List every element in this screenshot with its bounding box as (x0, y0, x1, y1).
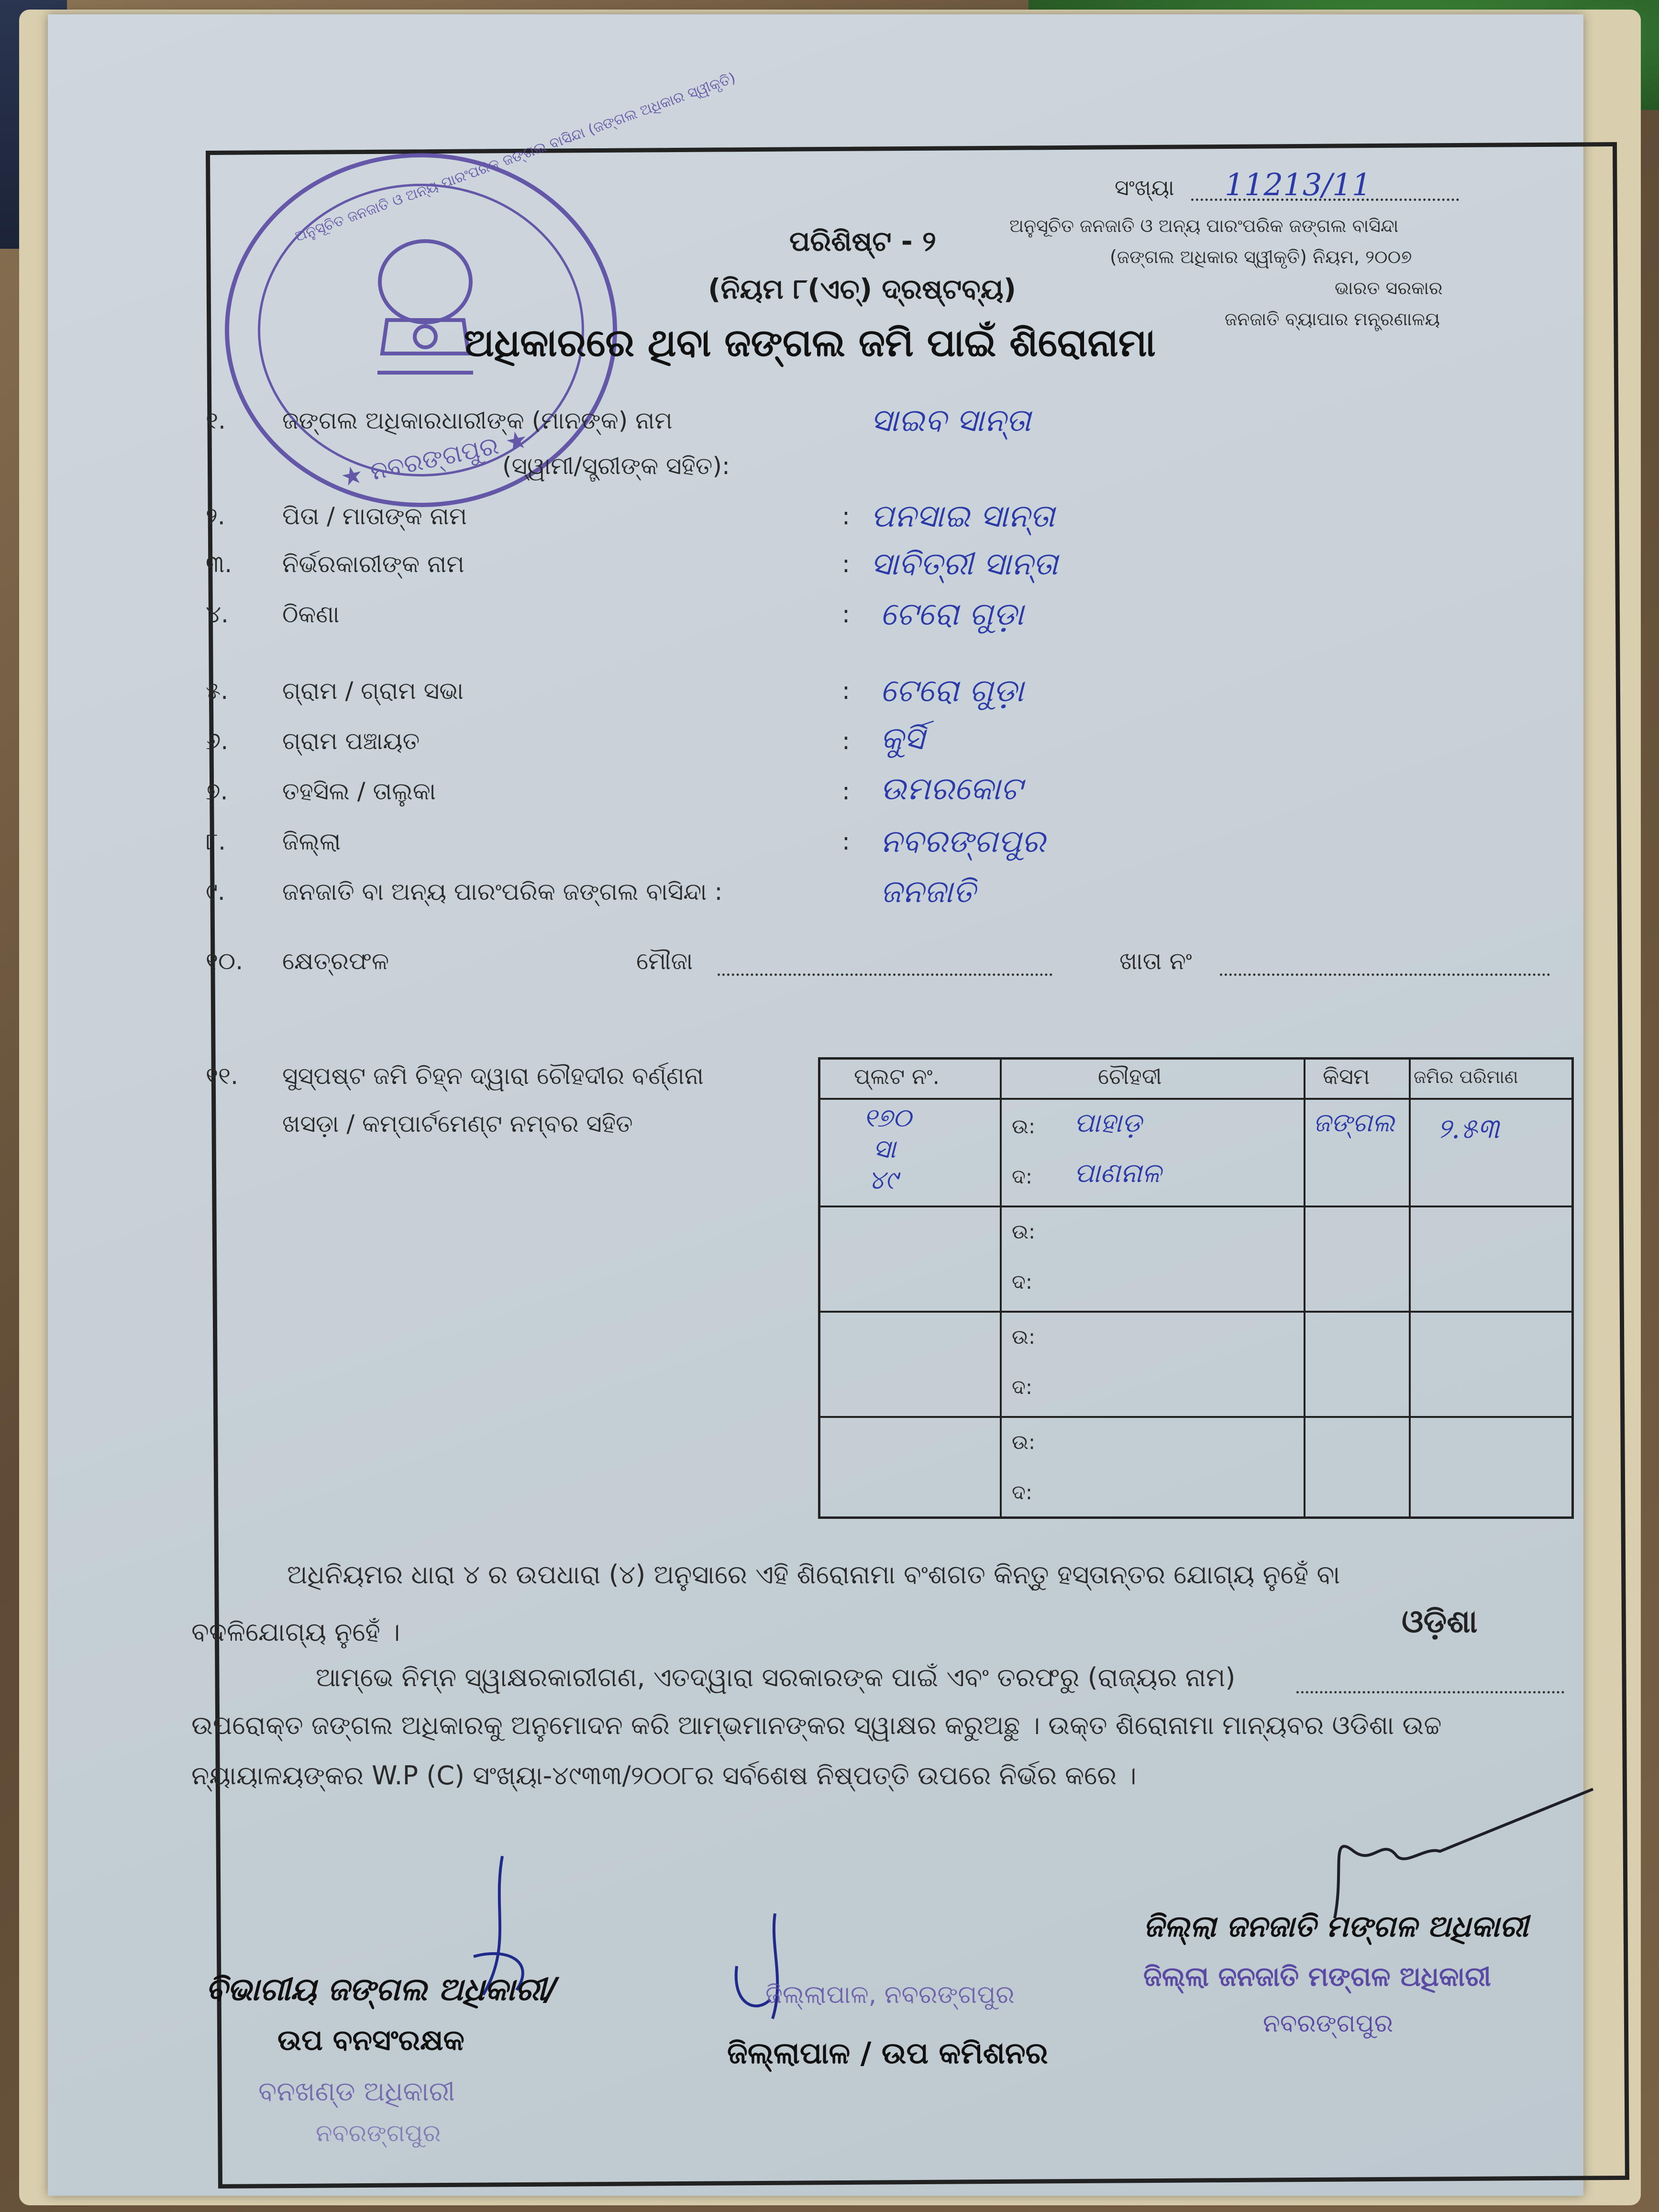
forest-stamp-line1: ବନଖଣ୍ଡ ଅଧିକାରୀ (258, 2076, 455, 2107)
header-plot-no: ପ୍ଲଟ ନଂ. (854, 1063, 940, 1089)
field-7-label: ତହସିଲ / ତାଲୁକା (282, 777, 436, 805)
act-name-line-1: ଅନୁସୂଚିତ ଜନଜାତି ଓ ଅନ୍ୟ ପାରଂପରିକ ଜଙ୍ଗଲ ବାସିନ୍ଦା (1009, 215, 1399, 236)
field-5-number: ୫. (206, 677, 229, 705)
approval-clause-line2: ଉପରୋକ୍ତ ଜଙ୍ଗଲ ଅଧିକାରକୁ ଅନୁମୋଦନ କରି ଆମ୍ଭମାନଙ୍କର ସ୍ୱାକ୍ଷର କରୁଅଛୁ । ଉକ୍ତ ଶିରୋନାମା ମାନ୍ୟବର ଓଡିଶା ଉଚ୍ଚ (191, 1710, 1442, 1740)
collector-signature (727, 1909, 852, 2033)
header-kisam: କିସମ (1323, 1063, 1370, 1089)
seal-bottom-text: ★ ନବରଙ୍ଗପୁର ★ (338, 425, 531, 493)
dependent-name-value: ସାବିତ୍ରୀ ସାନ୍ତା (871, 545, 1058, 582)
heritability-clause-end: ବଦଳିଯୋଗ୍ୟ ନୁହେଁ । (191, 1617, 400, 1647)
welfare-stamp-line1: ଜିଲ୍ଲା ଜନଜାତି ମଙ୍ଗଳ ଅଧିକାରୀ (1143, 1961, 1491, 1992)
field-1-number: ୧. (206, 407, 226, 434)
address-value: ଟେରୋ ଗୁଡ଼ା (880, 596, 1024, 632)
row1-area-value: ୨.୫୩ (1438, 1112, 1500, 1145)
field-10-number: ୧୦. (206, 947, 243, 975)
forest-officer-title: ବିଭାଗୀୟ ଜଙ୍ଗଲ ଅଧିକାରୀ/ (206, 1971, 557, 2008)
field-11-label-line1: ସୁସ୍ପଷ୍ଟ ଜମି ଚିହ୍ନ ଦ୍ୱାରା ଚୌହଦୀର ବର୍ଣ୍ଣନା (282, 1062, 704, 1090)
plot-number-line3: ୪୯ (868, 1165, 898, 1195)
seal-text: ଅନୁସୂଚିତ ଜନଜାତି ଓ ଅନ୍ୟ ପାରଂପରିକ ଜଙ୍ଗଲ ବାସିନ୍ଦା (ଜଙ୍ଗଲ ଅଧିକାର ସ୍ୱୀକୃତି) (293, 69, 738, 245)
header-boundary: ଚୌହଦୀ (1098, 1063, 1162, 1089)
field-3-label: ନିର୍ଭରକାରୀଙ୍କ ନାମ (282, 550, 465, 578)
approval-clause-line1: ଆମ୍ଭେ ନିମ୍ନ ସ୍ୱାକ୍ଷରକାରୀଗଣ, ଏତଦ୍ୱାରା ସରକାରଙ୍କ ପାଇଁ ଏବଂ ତରଫରୁ (ରାଜ୍ୟର ନାମ) (316, 1662, 1236, 1692)
page-title: ଅଧିକାରରେ ଥିବା ଜଙ୍ଗଲ ଜମି ପାଇଁ ଶିରୋନାମା (464, 321, 1156, 365)
village-value: ଟେରୋ ଗୁଡ଼ା (880, 672, 1024, 709)
tahasil-value: ଉମରକୋଟ (880, 770, 1022, 807)
row1-south-label: ଦ: (1012, 1165, 1033, 1188)
row1-kisam-value: ଜଙ୍ଗଲ (1313, 1107, 1395, 1138)
mouza-label: ମୌଜା (636, 947, 693, 975)
holder-name-value: ସାଇବ ସାନ୍ତା (871, 402, 1031, 439)
state-name-value: ଓଡ଼ିଶା (1402, 1603, 1478, 1640)
ashoka-emblem-icon (358, 229, 492, 401)
field-1-label: ଜଙ୍ଗଲ ଅଧିକାରଧାରୀଙ୍କ (ମାନଙ୍କ) ନାମ (282, 407, 673, 434)
row2-south-label: ଦ: (1012, 1270, 1033, 1294)
khata-label: ଖାତା ନଂ (1119, 947, 1192, 975)
parent-name-value: ପନସାଇ ସାନ୍ତା (871, 498, 1055, 534)
appendix-label: ପରିଶିଷ୍ଟ - ୨ (789, 225, 936, 257)
plot-number-line1: ୧୭୦ (863, 1103, 912, 1133)
welfare-stamp-line2: ନବରଙ୍ଗପୁର (1263, 2009, 1394, 2038)
field-5-label: ଗ୍ରାମ / ଗ୍ରାମ ସଭା (282, 677, 464, 705)
tribe-status-value: ଜନଜାତି (880, 873, 975, 910)
serial-number-value: 11213/11 (1225, 167, 1371, 203)
field-1-sublabel: (ସ୍ୱାମୀ/ସ୍ତ୍ରୀଙ୍କ ସହିତ): (502, 452, 730, 480)
field-6-label: ଗ୍ରାମ ପଞ୍ଚାୟତ (282, 727, 420, 755)
forest-stamp-line2: ନବରଙ୍ଗପୁର (316, 2119, 441, 2147)
row3-north-label: ଉ: (1012, 1325, 1036, 1349)
rule-reference: (ନିୟମ ୮(ଏଚ୍) ଦ୍ରଷ୍ଟବ୍ୟ) (708, 273, 1017, 305)
panchayat-value: କୁର୍ସି (880, 720, 924, 757)
welfare-officer-title: ଜିଲ୍ଲା ଜନଜାତି ମଙ୍ଗଳ ଅଧିକାରୀ (1143, 1909, 1528, 1944)
serial-number-label: ସଂଖ୍ୟା (1115, 175, 1174, 200)
field-11-number: ୧୧. (206, 1062, 238, 1090)
ministry-label: ଜନଜାତି ବ୍ୟାପାର ମନ୍ତ୍ରଣାଳୟ (1225, 309, 1440, 330)
row2-north-label: ଉ: (1012, 1220, 1036, 1243)
collector-stamp: ଜିଲ୍ଲାପାଳ, ନବରଙ୍ଗପୁର (765, 1980, 1015, 2009)
field-8-label: ଜିଲ୍ଲା (282, 828, 341, 855)
row1-north-value: ପାହାଡ଼ (1074, 1107, 1142, 1139)
field-8-number: ୮. (206, 828, 226, 855)
government-label: ଭାରତ ସରକାର (1335, 277, 1443, 299)
row4-north-label: ଉ: (1012, 1430, 1036, 1454)
field-4-number: ୪. (206, 600, 229, 628)
row1-north-label: ଉ: (1012, 1115, 1036, 1138)
deputy-conservator-title: ଉପ ବନସଂରକ୍ଷକ (277, 2024, 465, 2057)
approval-clause-line3: ନ୍ୟାୟାଳୟଙ୍କର W.P (C) ସଂଖ୍ୟା-୪୯୩୩/୨୦୦୮ର ସର୍ବଶେଷ ନିଷ୍ପତ୍ତି ଉପରେ ନିର୍ଭର କରେ । (191, 1760, 1137, 1791)
act-name-line-2: (ଜଙ୍ଗଲ ଅଧିକାର ସ୍ୱୀକୃତି) ନିୟମ, ୨୦୦୭ (1110, 246, 1412, 267)
field-9-number: ୯. (206, 878, 225, 906)
field-3-number: ୩. (206, 550, 232, 578)
field-7-number: ୭. (206, 777, 228, 805)
field-4-label: ଠିକଣା (282, 600, 340, 628)
boundary-table (818, 1057, 1574, 1519)
forest-rights-title-document: ଅନୁସୂଚିତ ଜନଜାତି ଓ ଅନ୍ୟ ପାରଂପରିକ ଜଙ୍ଗଲ ବାସିନ୍ଦା (ଜଙ୍ଗଲ ଅଧିକାର ସ୍ୱୀକୃତି) ★ ନବରଙ୍ଗପୁର ★ ସଂଖ୍ୟା 11213/11 ଅନୁସୂଚିତ ଜନଜାତି ଓ ଅନ୍ୟ ପାରଂପରିକ ଜଙ୍ଗଲ ବାସିନ୍ଦା (ଜଙ୍ଗଲ ଅଧିକାର ସ୍ୱୀକୃତି) ନିୟମ, ୨୦୦୭ ଭାରତ ସରକାର ଜନଜାତି ବ୍ୟାପାର ମନ୍ତ୍ରଣାଳୟ ପରିଶିଷ୍ଟ - ୨ (ନିୟମ ୮(ଏଚ୍) ଦ୍ରଷ୍ଟବ୍ୟ) ଅଧିକାରରେ ଥିବା ଜଙ୍ଗଲ ଜମି ପାଇଁ ଶିରୋନାମା ୧. ଜଙ୍ଗଲ ଅଧିକାରଧାରୀଙ୍କ (ମାନଙ୍କ) ନାମ (ସ୍ୱାମୀ/ସ୍ତ୍ରୀଙ୍କ ସହିତ): ସାଇବ ସାନ୍ତା ୨. ପିତା / ମାତାଙ୍କ ନାମ : ପନସାଇ ସାନ୍ତା ୩. ନିର୍ଭରକାରୀଙ୍କ ନାମ : ସାବିତ୍ରୀ ସାନ୍ତା ୪. ଠିକଣା : ଟେରୋ ଗୁଡ଼ା ୫. ଗ୍ରାମ / ଗ୍ରାମ ସଭା : ଟେରୋ ଗୁଡ଼ା ୬. ଗ୍ରାମ ପଞ୍ଚାୟତ : କୁର୍ସି ୭. ତହସିଲ / ତାଲୁକା : ଉମରକୋଟ ୮. ଜିଲ୍ଲା : ନବରଙ୍ଗପୁର ୯. ଜନଜାତି ବା ଅନ୍ୟ ପାରଂପରିକ ଜଙ୍ଗଲ ବାସିନ୍ଦା : ଜନଜାତି ୧୦. କ୍ଷେତ୍ରଫଳ ମୌଜା ଖାତା ନଂ ୧୧. ସୁସ୍ପଷ୍ଟ ଜମି ଚିହ୍ନ ଦ୍ୱାରା ଚୌହଦୀର ବର୍ଣ୍ଣନା ଖସଡ଼ା / କମ୍ପାର୍ଟମେଣ୍ଟ ନମ୍ବର ସହିତ ପ୍ଲଟ ନଂ. ଚୌହଦୀ କିସମ ଜମିର ପରିମାଣ ୧୭୦ ସା ୪୯ ଉ: ପାହାଡ଼ ଦ: ପାଣନାଳ ଜଙ୍ଗଲ ୨.୫୩ ଉ: ଦ: ଉ: ଦ: ଉ: ଦ: ଅଧିନିୟମର ଧାରା ୪ ର ଉପଧାରା (୪) ଅନୁସାରେ ଏହି ଶିରୋନାମା ବଂଶଗତ କିନ୍ତୁ ହସ୍ତାନ୍ତର ଯୋଗ୍ୟ ନୁହେଁ ବା ବଦଳିଯୋଗ୍ୟ ନୁହେଁ । ଓଡ଼ିଶା ଆମ୍ଭେ ନିମ୍ନ ସ୍ୱାକ୍ଷରକାରୀଗଣ, ଏତଦ୍ୱାରା ସରକାରଙ୍କ ପାଇଁ ଏବଂ ତରଫରୁ (ରାଜ୍ୟର ନାମ) ଉପରୋକ୍ତ ଜଙ୍ଗଲ ଅଧିକାରକୁ ଅନୁମୋଦନ କରି ଆମ୍ଭମାନଙ୍କର ସ୍ୱାକ୍ଷର କରୁଅଛୁ । ଉକ୍ତ ଶିରୋନାମା ମାନ୍ୟବର ଓଡିଶା ଉଚ୍ଚ ନ୍ୟାୟାଳୟଙ୍କର W.P (C) ସଂଖ୍ୟା-୪୯୩୩/୨୦୦୮ର ସର୍ବଶେଷ ନିଷ୍ପତ୍ତି ଉପରେ ନିର୍ଭର କରେ । ବିଭାଗୀୟ ଜଙ୍ଗଲ ଅଧିକାରୀ/ ଉପ ବନସଂରକ୍ଷକ ବନଖଣ୍ଡ ଅଧିକାରୀ ନବରଙ୍ଗପୁର ଜିଲ୍ଲାପାଳ, ନବରଙ୍ଗପୁର ଜିଲ୍ଲାପାଳ / ଉପ କମିଶନର ଜିଲ୍ଲା ଜନଜାତି ମଙ୍ଗଳ ଅଧିକାରୀ ଜିଲ୍ଲା ଜନଜାତି ମଙ୍ଗଳ ଅଧିକାରୀ ନବରଙ୍ଗପୁର (48, 14, 1583, 2196)
collector-title: ଜିଲ୍ଲାପାଳ / ଉପ କମିଶନର (727, 2035, 1048, 2070)
field-11-label-line2: ଖସଡ଼ା / କମ୍ପାର୍ଟମେଣ୍ଟ ନମ୍ବର ସହିତ (282, 1110, 633, 1138)
row4-south-label: ଦ: (1012, 1481, 1033, 1504)
row1-south-value: ପାଣନାଳ (1074, 1158, 1161, 1189)
district-value: ନବରଙ୍ଗପୁର (880, 823, 1046, 860)
field-2-label: ପିତା / ମାତାଙ୍କ ନାମ (282, 502, 467, 530)
plot-number-line2: ସା (873, 1134, 896, 1164)
header-land-area: ଜମିର ପରିମାଣ (1414, 1066, 1518, 1087)
field-10-label: କ୍ଷେତ୍ରଫଳ (282, 947, 389, 975)
field-2-number: ୨. (206, 502, 225, 530)
welfare-officer-signature (1316, 1775, 1603, 1928)
row3-south-label: ଦ: (1012, 1375, 1033, 1399)
field-6-number: ୬. (206, 727, 229, 755)
field-9-label: ଜନଜାତି ବା ଅନ୍ୟ ପାରଂପରିକ ଜଙ୍ଗଲ ବାସିନ୍ଦା : (282, 878, 723, 906)
heritability-clause: ଅଧିନିୟମର ଧାରା ୪ ର ଉପଧାରା (୪) ଅନୁସାରେ ଏହି ଶିରୋନାମା ବଂଶଗତ କିନ୍ତୁ ହସ୍ତାନ୍ତର ଯୋଗ୍ୟ ନୁହେଁ ବା (287, 1559, 1340, 1590)
